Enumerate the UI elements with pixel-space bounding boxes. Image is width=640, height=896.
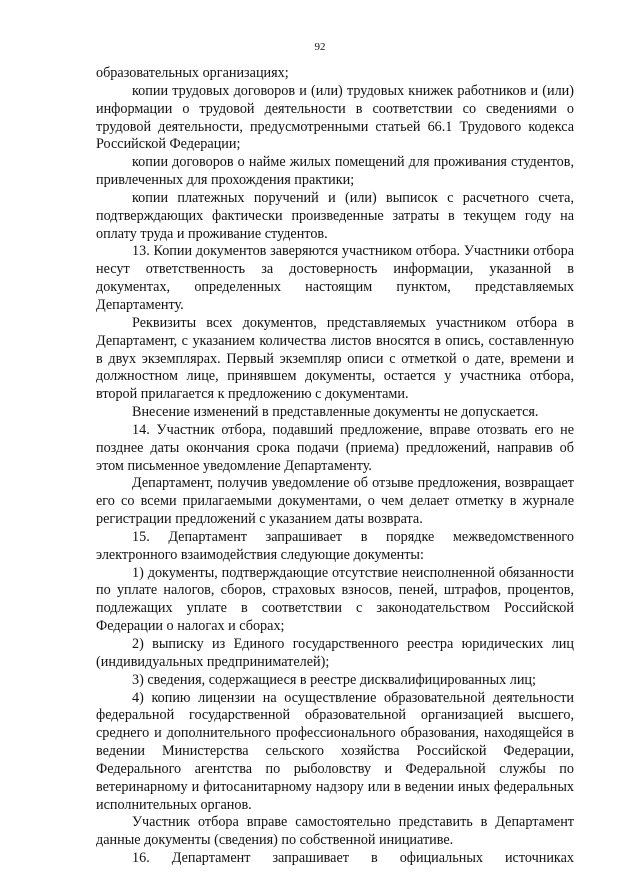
paragraph: 16. Департамент запрашивает в официальных источниках bbox=[132, 850, 574, 867]
paragraph: копии платежных поручений и (или) выписок с расчетного счета, подтверждающих фактически произведенные затраты в текущем году на оплату труда и проживание студентов. bbox=[96, 189, 574, 242]
paragraph: образовательных организациях; bbox=[96, 65, 289, 81]
paragraph: Участник отбора вправе самостоятельно представить в Департамент данные документы (сведения) по собственной инициативе. bbox=[96, 814, 574, 849]
paragraph: 2) выписку из Единого государственного реестра юридических лиц (индивидуальных предпринимателей); bbox=[96, 636, 574, 670]
document-body bbox=[96, 65, 574, 868]
paragraph: 15. Департамент запрашивает в порядке межведомственного электронного взаимодействия следующие документы: bbox=[96, 528, 574, 563]
paragraph: Реквизиты всех документов, представляемых участником отбора в Департамент, с указанием количества листов вносятся в опись, составленную в двух экземплярах. Первый экземпляр описи с отметкой о дате, времени и должностном лице, принявшем документы, остается у участника отбора, второй прилагается к предложению с документами. bbox=[96, 314, 574, 403]
paragraph: 1) документы, подтверждающие отсутствие неисполненной обязанности по уплате налогов, сборов, страховых взносов, пеней, штрафов, процентов, подлежащих уплате в соответствии с законодательством Российской Федерации о налогах и сборах; bbox=[96, 564, 574, 635]
paragraph: 3) сведения, содержащиеся в реестре дисквалифицированных лиц; bbox=[132, 671, 536, 688]
paragraph: копии трудовых договоров и (или) трудовых книжек работников и (или) информации о трудовой деятельности в соответствии со сведениями о трудовой деятельности, предусмотренными статьей 66.1 Трудового кодекса Российской Федерации; bbox=[96, 82, 574, 153]
paragraph: Внесение изменений в представленные документы не допускается. bbox=[132, 404, 539, 421]
paragraph: копии договоров о найме жилых помещений для проживания студентов, привлеченных для прохождения практики; bbox=[96, 154, 574, 189]
paragraph: 13. Копии документов заверяются участником отбора. Участники отбора несут ответственность за достоверность информации, указанной в документах, определенных настоящим пунктом, представляемых Департаменту. bbox=[96, 243, 574, 313]
paragraph: Департамент, получив уведомление об отзыве предложения, возвращает его со всеми прилагаемыми документами, о чем делает отметку в журнале регистрации предложений с указанием даты возврата. bbox=[96, 475, 574, 528]
page-number: 92 bbox=[314, 41, 326, 53]
paragraph: 4) копию лицензии на осуществление образовательной деятельности федеральной государственной образовательной организацией высшего, среднего и дополнительного профессионального образования, находящейся в ведении Министерства сельского хозяйства Российской Федерации, Федерального агентства по рыболовству и Федеральной службы по ветеринарному и фитосанитарному надзору или в ведении иных федеральных исполнительных органов. bbox=[96, 689, 574, 813]
paragraph: 14. Участник отбора, подавший предложение, вправе отозвать его не позднее даты окончания срока подачи (приема) предложений, направив об этом письменное уведомление Департаменту. bbox=[96, 421, 574, 474]
